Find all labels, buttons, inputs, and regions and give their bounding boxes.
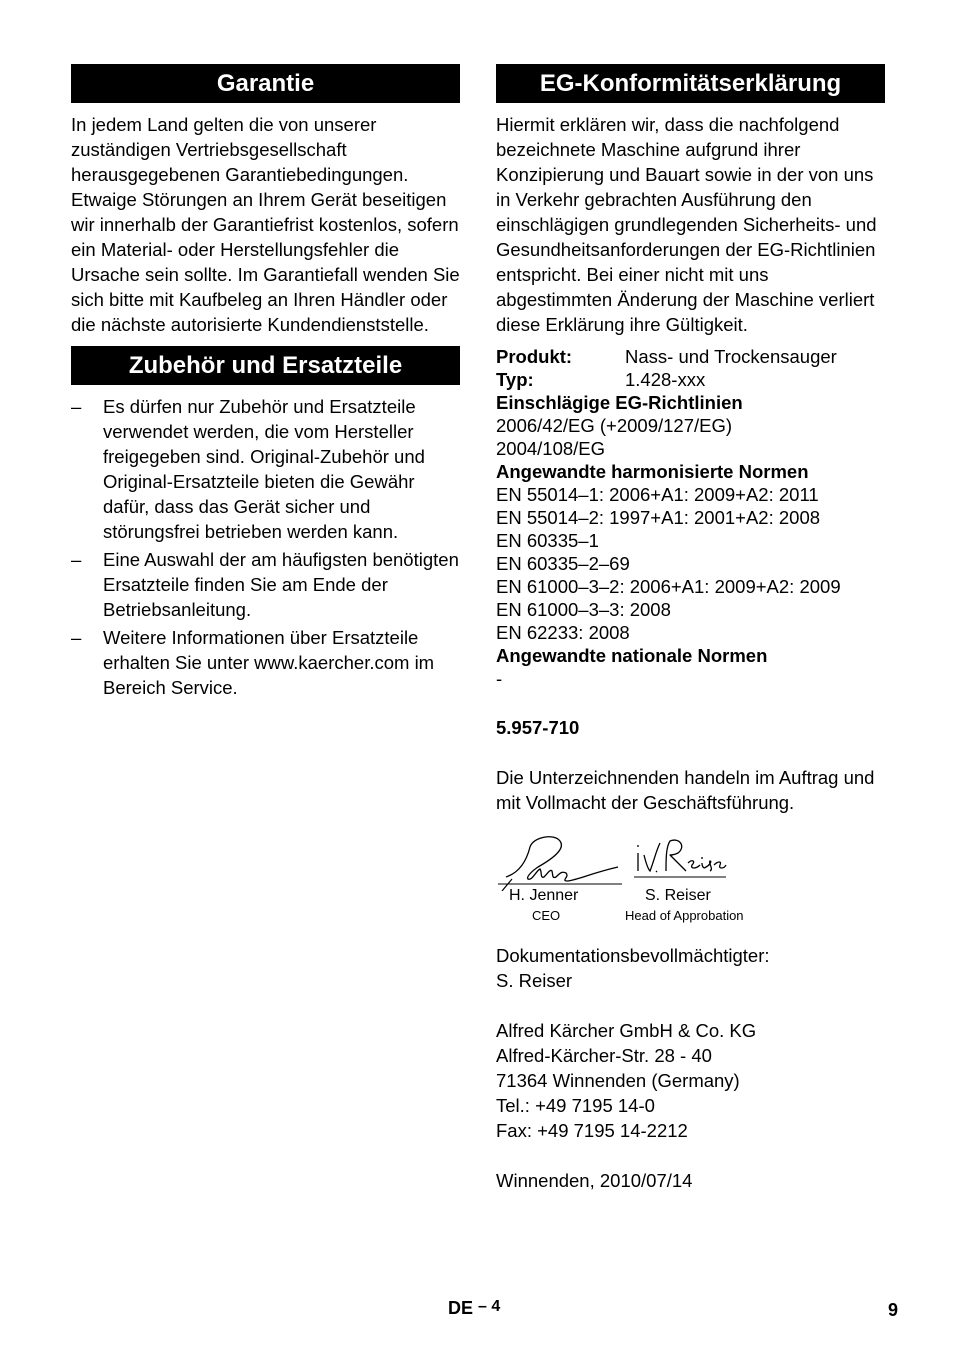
doc-label: Dokumentationsbevollmächtigter: <box>496 945 770 966</box>
norm-item: EN 61000–3–2: 2006+A1: 2009+A2: 2009 <box>496 576 841 597</box>
norm-item: EN 62233: 2008 <box>496 622 630 643</box>
signer-name: H. Jenner <box>509 887 579 904</box>
list-item-text: Eine Auswahl der am häufigsten benötigten Ersatzteile finden Sie am Ende der Betriebsanleitung. <box>103 549 459 620</box>
list-item-text: Weitere Informationen über Ersatzteile erhalten Sie unter www.kaercher.com im Bereich Service. <box>103 627 435 698</box>
list-item-text: Es dürfen nur Zubehör und Ersatzteile verwendet werden, die vom Hersteller freigegeben sind. Original-Zubehör und Original-Ersatzteile bieten die Gewähr dafür, dass das Gerät sicher und störungsfrei betrieben werden kann. <box>103 396 425 542</box>
dash-bullet: – <box>71 627 82 648</box>
signer-role: CEO <box>532 908 561 923</box>
normen-label: Angewandte harmonisierte Normen <box>496 461 809 482</box>
page-number: 9 <box>888 1300 899 1320</box>
address-line: Alfred Kärcher GmbH & Co. KG <box>496 1020 757 1041</box>
dash-bullet: – <box>71 396 82 417</box>
konformitaet-intro: Hiermit erklären wir, dass die nachfolgend bezeichnete Maschine aufgrund ihrer Konzipierung und Bauart sowie in der von uns in Verkehr gebrachten Ausführung den einschlägigen grundlegenden Sicherheits- und Gesundheitsanforderungen der EG-Richtlinien entspricht. Bei einer nicht mit uns abgestimmten Änderung der Maschine verliert diese Erklärung ihre Gültigkeit. <box>496 114 877 335</box>
national-value: - <box>496 668 503 689</box>
konformitaet-heading: EG-Konformitätserklärung <box>496 64 885 103</box>
list-item <box>71 394 460 544</box>
richtlinie-item: 2004/108/EG <box>496 438 606 459</box>
dash-bullet: – <box>71 549 82 570</box>
right-column <box>496 64 885 1193</box>
documentation-contact <box>496 943 885 993</box>
part-number: 5.957-710 <box>496 717 580 738</box>
footer-lang-code: DE <box>448 1298 474 1318</box>
left-column <box>71 64 460 703</box>
zubehoer-heading: Zubehör und Ersatzteile <box>71 346 460 385</box>
company-address <box>496 1018 885 1143</box>
footer-local-page: – 4 <box>478 1298 501 1315</box>
address-line: Alfred-Kärcher-Str. 28 - 40 <box>496 1045 712 1066</box>
norm-item: EN 55014–1: 2006+A1: 2009+A2: 2011 <box>496 484 819 505</box>
list-item <box>71 547 460 622</box>
signature-statement: Die Unterzeichnenden handeln im Auftrag und mit Vollmacht der Geschäftsführung. <box>496 767 875 813</box>
signatures <box>496 833 885 925</box>
list-item <box>71 625 460 700</box>
place-date: Winnenden, 2010/07/14 <box>496 1170 693 1191</box>
zubehoer-list <box>71 394 460 700</box>
signer-role: Head of Approbation <box>625 908 744 923</box>
produkt-label: Produkt: <box>496 346 573 367</box>
handwritten-signature-icon <box>496 833 626 891</box>
richtlinie-item: 2006/42/EG (+2009/127/EG) <box>496 415 733 436</box>
norm-item: EN 55014–2: 1997+A1: 2001+A2: 2008 <box>496 507 821 528</box>
richtlinien-label: Einschlägige EG-Richtlinien <box>496 392 743 413</box>
norm-item: EN 61000–3–3: 2008 <box>496 599 671 620</box>
typ-value: 1.428-xxx <box>625 369 706 390</box>
norm-item: EN 60335–1 <box>496 530 599 551</box>
address-line: 71364 Winnenden (Germany) <box>496 1070 740 1091</box>
handwritten-signature-icon <box>630 833 730 885</box>
doc-name: S. Reiser <box>496 970 573 991</box>
garantie-text: In jedem Land gelten die von unserer zuständigen Vertriebsgesellschaft herausgegebenen Garantiebedingungen. Etwaige Störungen an Ihrem Gerät beseitigen wir innerhalb der Garantiefrist kostenlos, sofern ein Material- oder Herstellungsfehler die Ursache sein sollte. Im Garantiefall wenden Sie sich bitte mit Kaufbeleg an Ihren Händler oder die nächste autorisierte Kundendienststelle. <box>71 114 460 335</box>
typ-row <box>496 368 885 391</box>
address-line: Tel.: +49 7195 14-0 <box>496 1095 655 1116</box>
spec-block <box>496 345 885 690</box>
address-line: Fax: +49 7195 14-2212 <box>496 1120 688 1141</box>
produkt-row <box>496 345 885 368</box>
norm-item: EN 60335–2–69 <box>496 553 630 574</box>
typ-label: Typ: <box>496 369 534 390</box>
national-label: Angewandte nationale Normen <box>496 645 768 666</box>
signature-jenner <box>496 833 626 923</box>
garantie-heading: Garantie <box>71 64 460 103</box>
produkt-value: Nass- und Trockensauger <box>625 346 837 367</box>
signer-name: S. Reiser <box>645 887 711 904</box>
signature-reiser <box>625 833 760 923</box>
footer-language <box>448 1298 500 1319</box>
